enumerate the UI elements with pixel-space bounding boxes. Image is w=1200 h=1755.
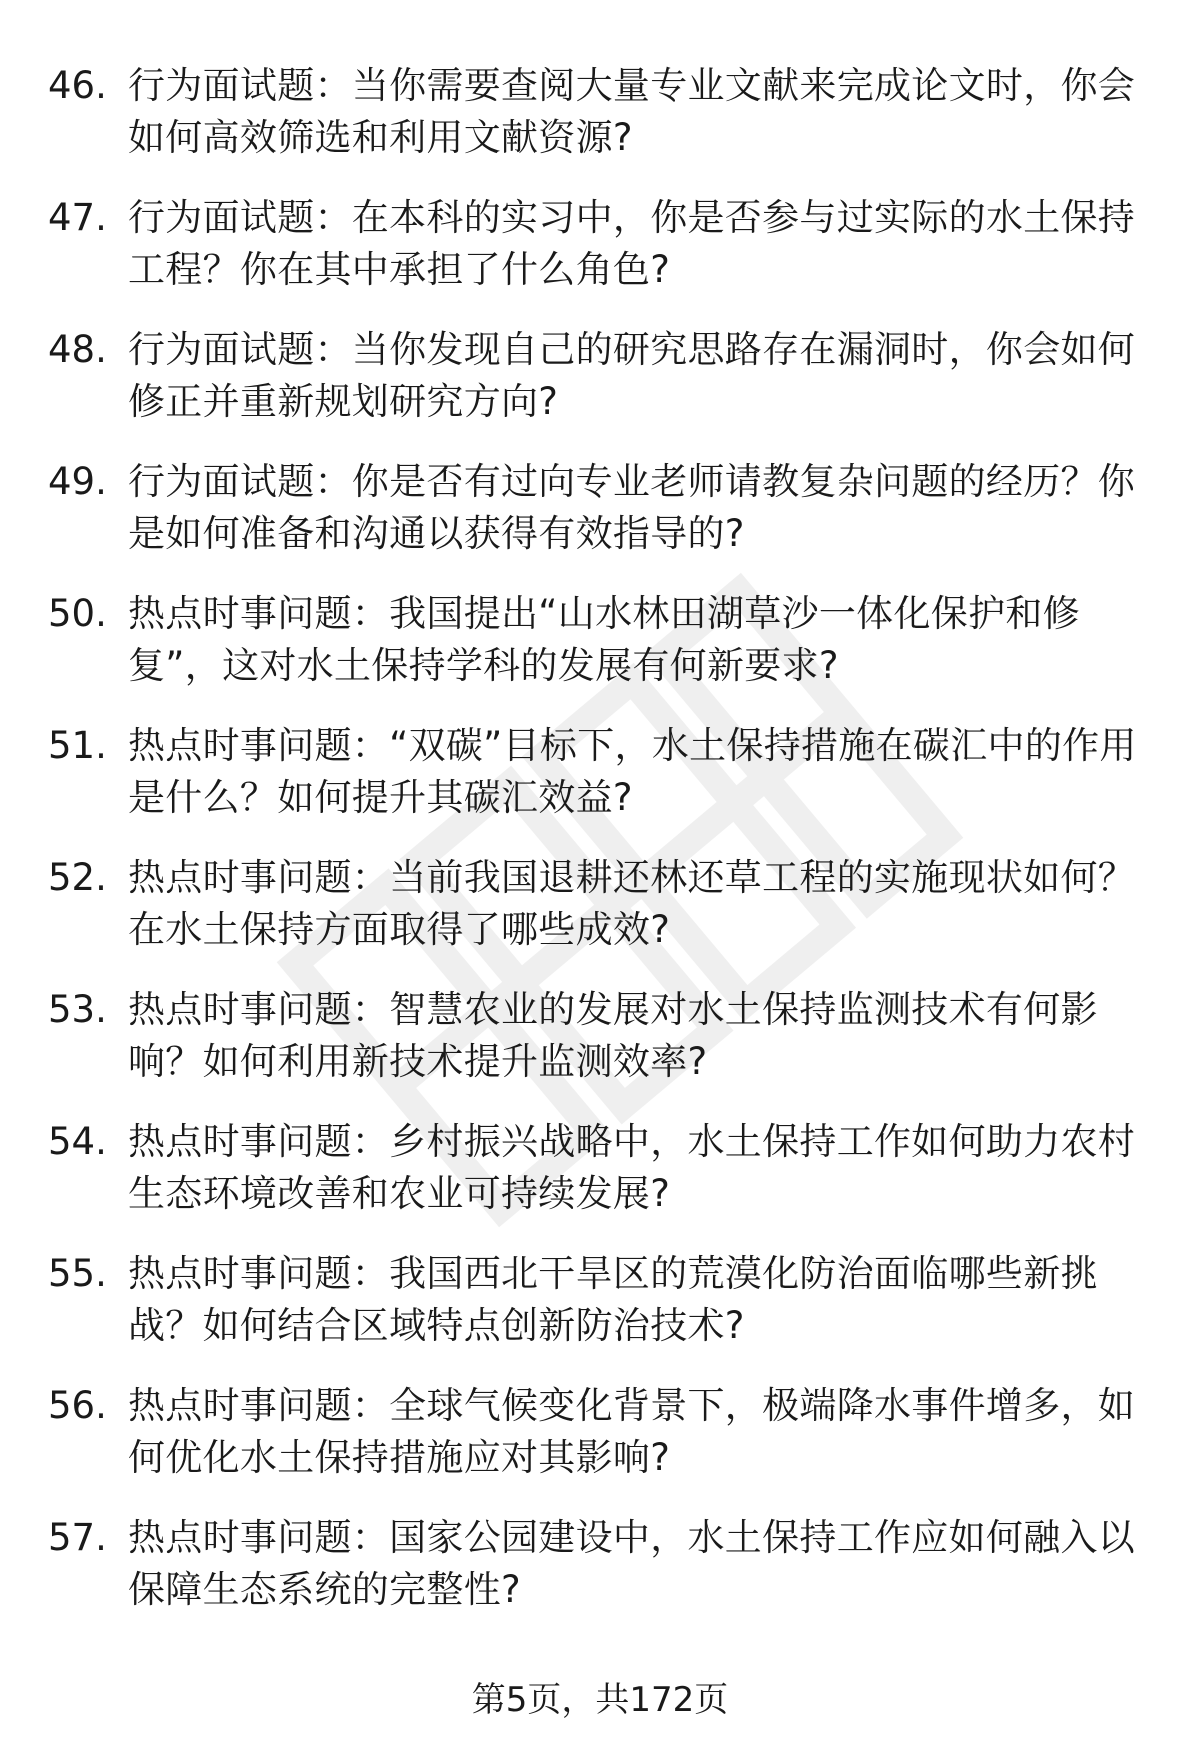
question-list: [0, 60, 1200, 1644]
question-number: 56.: [48, 1384, 107, 1427]
question-text: 热点时事问题：智慧农业的发展对水土保持监测技术有何影响？如何利用新技术提升监测效率?: [128, 988, 1098, 1083]
question-text: 热点时事问题：“双碳”目标下，水土保持措施在碳汇中的作用是什么？如何提升其碳汇效益?: [128, 724, 1137, 819]
question-number: 53.: [48, 988, 107, 1031]
question-number: 51.: [48, 724, 107, 767]
list-item: [0, 720, 1200, 852]
list-item: [0, 60, 1200, 192]
question-number: 46.: [48, 64, 107, 107]
list-item: [0, 1116, 1200, 1248]
question-number: 55.: [48, 1252, 107, 1295]
list-item: [0, 1380, 1200, 1512]
question-number: 48.: [48, 328, 107, 371]
list-item: [0, 456, 1200, 588]
question-text: 热点时事问题：全球气候变化背景下，极端降水事件增多，如何优化水土保持措施应对其影响?: [128, 1384, 1136, 1479]
question-text: 热点时事问题：我国西北干旱区的荒漠化防治面临哪些新挑战？如何结合区域特点创新防治技术?: [128, 1252, 1098, 1347]
list-item: [0, 192, 1200, 324]
page-footer: [0, 1676, 1200, 1724]
list-item: [0, 324, 1200, 456]
list-item: [0, 1248, 1200, 1380]
list-item: [0, 984, 1200, 1116]
question-text: 行为面试题：你是否有过向专业老师请教复杂问题的经历？你是如何准备和沟通以获得有效指导的?: [128, 460, 1136, 555]
question-number: 54.: [48, 1120, 107, 1163]
question-text: 热点时事问题：乡村振兴战略中，水土保持工作如何助力农村生态环境改善和农业可持续发展?: [128, 1120, 1136, 1215]
question-number: 52.: [48, 856, 107, 899]
question-text: 热点时事问题：当前我国退耕还林还草工程的实施现状如何？在水土保持方面取得了哪些成效?: [128, 856, 1136, 951]
question-text: 热点时事问题：我国提出“山水林田湖草沙一体化保护和修复”，这对水土保持学科的发展有何新要求?: [128, 592, 1080, 687]
list-item: [0, 588, 1200, 720]
question-text: 行为面试题：当你需要查阅大量专业文献来完成论文时，你会如何高效筛选和利用文献资源?: [128, 64, 1136, 159]
question-number: 47.: [48, 196, 107, 239]
question-text: 热点时事问题：国家公园建设中，水土保持工作应如何融入以保障生态系统的完整性?: [128, 1516, 1136, 1611]
list-item: [0, 1512, 1200, 1644]
list-item: [0, 852, 1200, 984]
question-number: 49.: [48, 460, 107, 503]
page-number-label: 第5页，共172页: [471, 1680, 729, 1720]
question-number: 50.: [48, 592, 107, 635]
question-text: 行为面试题：当你发现自己的研究思路存在漏洞时，你会如何修正并重新规划研究方向?: [128, 328, 1136, 423]
question-text: 行为面试题：在本科的实习中，你是否参与过实际的水土保持工程？你在其中承担了什么角色?: [128, 196, 1136, 291]
question-number: 57.: [48, 1516, 107, 1559]
